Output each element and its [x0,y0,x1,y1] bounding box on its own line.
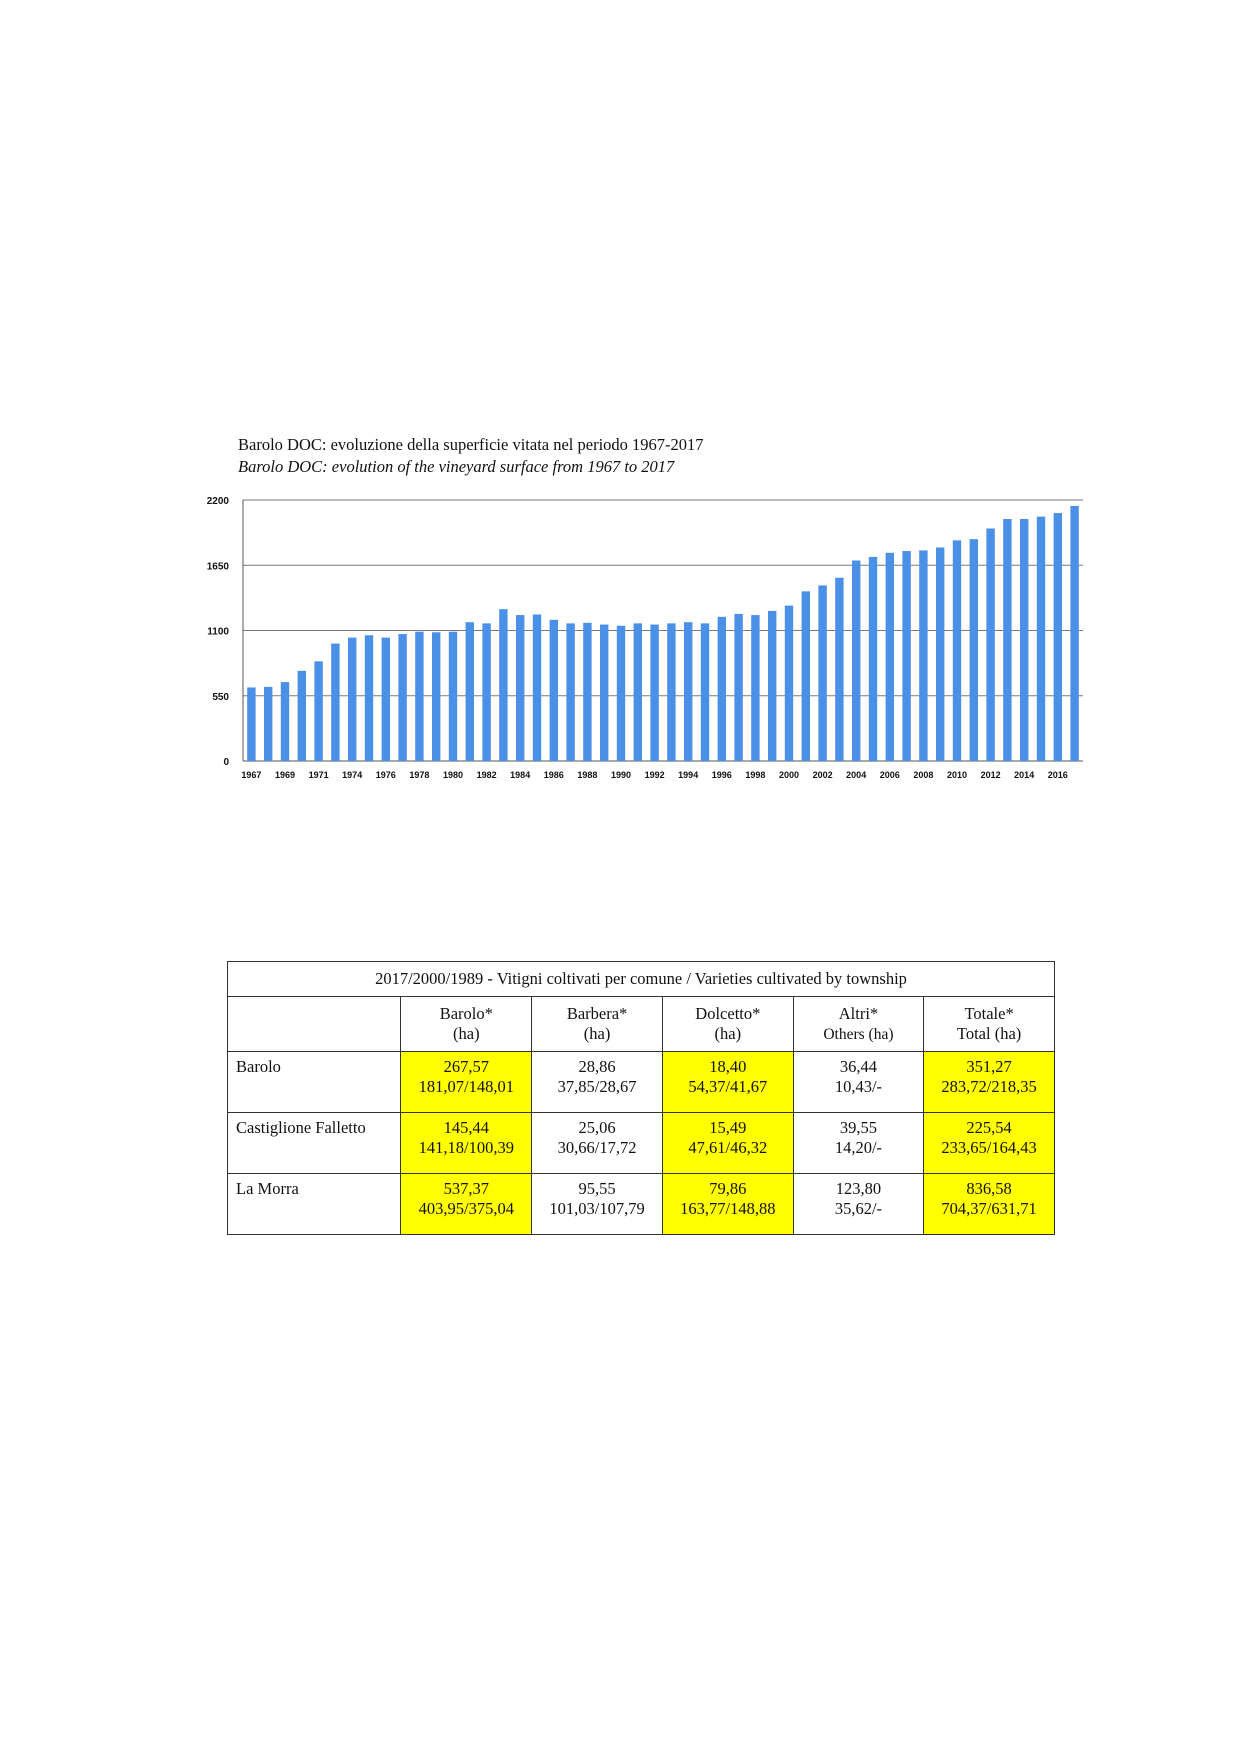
bar [718,617,726,761]
cell-dolcetto: 15,49 47,61/46,32 [662,1113,793,1174]
x-tick-label: 1982 [476,770,497,780]
y-tick-label: 550 [212,691,229,703]
bar [751,615,759,761]
cell-altri: 36,44 10,43/- [793,1052,923,1113]
bar [667,623,675,761]
header-empty-cell [228,997,401,1052]
x-tick-label: 1969 [274,770,296,780]
x-tick-label: 1994 [678,770,699,780]
table-header-row [228,997,1055,1052]
x-tick-label: 2008 [913,770,934,780]
bar [970,539,978,761]
cell-barolo-variety: 267,57 181,07/148,01 [401,1052,532,1113]
x-tick-label: 2014 [1014,770,1035,780]
bar [634,623,642,761]
x-tick-label: 1998 [745,770,766,780]
x-tick-label: 1976 [375,770,396,780]
bar [499,609,507,761]
x-tick-label: 2002 [812,770,833,780]
header-dolcetto: Dolcetto* (ha) [662,997,793,1052]
bar [818,585,826,761]
bar [919,550,927,761]
vineyard-surface-bar-chart [188,488,1088,788]
bar [953,540,961,761]
header-barolo: Barolo* (ha) [401,997,532,1052]
bar [516,615,524,761]
header-totale: Totale* Total (ha) [924,997,1055,1052]
bar [466,622,474,761]
y-tick-label: 2200 [206,496,229,507]
bar [314,661,322,761]
bar [482,623,490,761]
chart-title [238,434,704,478]
bar [785,606,793,761]
chart-title-italian: Barolo DOC: evoluzione della superficie vitata nel periodo 1967-2017 [238,435,704,454]
x-tick-label: 1990 [610,770,632,780]
bar [1003,519,1011,761]
bar [247,687,255,761]
x-tick-label: 2016 [1047,770,1068,780]
x-tick-label: 1967 [241,770,262,780]
cell-barbera: 95,55 101,03/107,79 [532,1174,663,1235]
table-row-castiglione-falletto [228,1113,1055,1174]
bar [734,614,742,761]
x-tick-label: 1971 [308,770,329,780]
cell-totale: 351,27 283,72/218,35 [924,1052,1055,1113]
bar [684,622,692,761]
x-tick-label: 2000 [778,770,800,780]
x-tick-label: 1996 [711,770,732,780]
bar [365,635,373,761]
cell-altri: 123,80 35,62/- [793,1174,923,1235]
x-tick-label: 1984 [510,770,531,780]
x-tick-label: 1980 [442,770,464,780]
bar [331,644,339,761]
x-tick-label: 2006 [879,770,900,780]
x-tick-label: 1988 [577,770,598,780]
cell-barolo-variety: 537,37 403,95/375,04 [401,1174,532,1235]
township-name: Barolo [228,1052,401,1113]
x-tick-label: 1978 [409,770,430,780]
cell-dolcetto: 79,86 163,77/148,88 [662,1174,793,1235]
bar [835,578,843,761]
township-name: La Morra [228,1174,401,1235]
x-tick-label: 1974 [342,770,363,780]
x-tick-label: 2010 [946,770,968,780]
y-tick-label: 1650 [206,561,229,573]
bar [533,614,541,761]
bar [398,634,406,761]
bar [617,626,625,761]
bar [600,625,608,761]
y-tick-label: 1100 [207,626,229,638]
bar [432,632,440,761]
varieties-table [227,961,1055,1235]
cell-barbera: 28,86 37,85/28,67 [532,1052,663,1113]
y-tick-label: 0 [223,757,229,768]
bar [449,632,457,761]
bar [869,557,877,761]
chart-title-english: Barolo DOC: evolution of the vineyard surface from 1967 to 2017 [238,457,675,476]
bar [886,553,894,761]
bar [852,561,860,761]
bar [1037,517,1045,761]
header-barbera: Barbera* (ha) [532,997,663,1052]
bar [802,591,810,761]
bar [650,625,658,761]
x-tick-label: 1992 [644,770,665,780]
table-caption: 2017/2000/1989 - Vitigni coltivati per comune / Varieties cultivated by township [228,962,1055,997]
table-row-barolo [228,1052,1055,1113]
bar [701,623,709,761]
bar [281,682,289,761]
township-name: Castiglione Falletto [228,1113,401,1174]
cell-totale: 836,58 704,37/631,71 [924,1174,1055,1235]
bar [566,623,574,761]
x-tick-label: 2004 [846,770,867,780]
bar [986,528,994,761]
bar [298,671,306,761]
bar [902,551,910,761]
x-tick-label: 2012 [980,770,1001,780]
bar [382,638,390,761]
bar [550,620,558,761]
x-tick-label: 1986 [543,770,564,780]
bar [1070,506,1078,761]
cell-altri: 39,55 14,20/- [793,1113,923,1174]
bar [1054,513,1062,761]
header-altri: Altri* Others (ha) [793,997,923,1052]
bar [1020,519,1028,761]
cell-totale: 225,54 233,65/164,43 [924,1113,1055,1174]
bar [768,611,776,761]
bar [936,547,944,761]
bar [264,687,272,761]
table-row-la-morra [228,1174,1055,1235]
bar [348,638,356,761]
bar [583,623,591,761]
cell-barolo-variety: 145,44 141,18/100,39 [401,1113,532,1174]
bar [415,632,423,761]
cell-dolcetto: 18,40 54,37/41,67 [662,1052,793,1113]
cell-barbera: 25,06 30,66/17,72 [532,1113,663,1174]
